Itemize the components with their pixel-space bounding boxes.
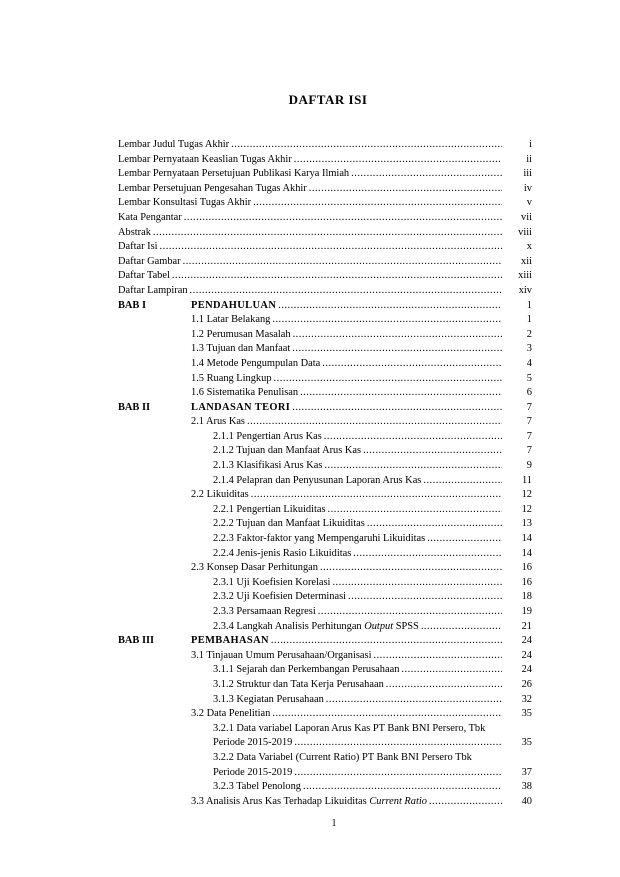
toc-entry [118,722,532,737]
toc-chapter-label: BAB II [118,401,151,413]
toc-page-number: 40 [521,795,532,807]
toc-entry [118,459,532,474]
dot-leader [318,605,502,620]
dot-leader [272,707,502,722]
dot-leader [253,196,502,211]
table-of-contents [118,138,532,809]
toc-page-number: 5 [526,372,532,384]
dot-leader [278,299,502,314]
dot-leader [251,488,502,503]
toc-entry-title: 1.4 Metode Pengumpulan Data [191,357,321,369]
toc-entry [118,561,532,576]
toc-entry [118,649,532,664]
toc-entry-title: 3.3 Analisis Arus Kas Terhadap Likuiditas Current Ratio [191,795,427,807]
toc-entry [118,663,532,678]
toc-entry [118,488,532,503]
toc-page-number: 7 [526,445,532,457]
dot-leader [322,357,502,372]
toc-entry-title: 3.2 Data Penelitian [191,708,271,720]
toc-entry-title: 1.5 Ruang Lingkup [191,372,272,384]
toc-entry-title: Lembar Pernyataan Persetujuan Publikasi Karya Ilmiah [118,168,350,180]
toc-entry-title: 3.2.2 Data Variabel (Current Ratio) PT Bank BNI Persero Tbk [213,751,472,763]
dot-leader [153,226,502,241]
page-number: 1 [331,818,337,829]
toc-entry-title: 2.2.1 Pengertian Likuiditas [213,503,326,515]
toc-entry-title: Lembar Persetujuan Pengesahan Tugas Akhir [118,182,307,194]
toc-entry [118,503,532,518]
toc-page-number: 7 [526,401,532,413]
toc-entry-title: 3.2.1 Data variabel Laporan Arus Kas PT Bank BNI Persero, Tbk [213,722,486,734]
toc-entry [118,386,532,401]
dot-leader [231,138,502,153]
toc-page-number: 12 [521,503,532,515]
toc-page-number: 26 [521,678,532,690]
toc-entry-title: 2.1.1 Pengertian Arus Kas [213,430,322,442]
toc-entry-title: 2.3.2 Uji Koefisien Determinasi [213,591,347,603]
toc-page-number: 16 [521,562,532,574]
toc-page-number: 4 [526,357,532,369]
dot-leader [274,372,502,387]
toc-chapter-label: BAB I [118,299,147,311]
toc-page-number: 16 [521,576,532,588]
toc-entry-title: 3.1.3 Kegiatan Perusahaan [213,693,324,705]
toc-page-number: 6 [526,387,532,399]
toc-entry-title: Daftar Tabel [118,270,170,282]
toc-page-number: 24 [521,635,532,647]
toc-entry [118,780,532,795]
toc-page-number: i [529,139,532,150]
toc-entry [118,605,532,620]
toc-entry [118,372,532,387]
dot-leader [320,561,502,576]
toc-entry-title: 1.2 Perumusan Masalah [191,328,291,340]
toc-entry [118,693,532,708]
toc-entry-title: Abstrak [118,226,151,238]
toc-entry-title: Lembar Judul Tugas Akhir [118,139,230,150]
toc-entry-title-line2: Periode 2015-2019 [213,737,293,749]
dot-leader [423,474,502,489]
toc-entry [118,576,532,591]
toc-entry [118,284,532,299]
toc-entry [118,444,532,459]
dot-leader [373,649,502,664]
toc-page-number: vii [521,211,532,223]
toc-entry [118,313,532,328]
dot-leader [324,459,502,474]
toc-page-number: 14 [521,533,532,545]
dot-leader [190,284,502,299]
toc-entry [118,474,532,489]
toc-page-number: 14 [521,547,532,559]
toc-entry-title: 2.2.2 Tujuan dan Manfaat Likuiditas [213,518,365,530]
toc-page-number: 2 [526,328,532,340]
dot-leader [293,328,502,343]
toc-entry [118,240,532,255]
toc-entry [118,590,532,605]
toc-entry-title: Lembar Pernyataan Keaslian Tugas Akhir [118,153,292,165]
dot-leader [324,430,502,445]
toc-entry-title: 2.3 Konsep Dasar Perhitungan [191,562,318,574]
toc-entry [118,138,532,153]
toc-entry-title: Daftar Gambar [118,255,181,267]
toc-entry [118,547,532,562]
toc-page-number: 35 [521,737,532,749]
toc-entry-title: 3.1.2 Struktur dan Tata Kerja Perusahaan [213,678,384,690]
toc-page-number: 9 [526,460,532,472]
toc-page-number: 12 [521,489,532,501]
toc-chapter-entry [118,634,532,649]
dot-leader [294,736,502,751]
toc-entry [118,517,532,532]
toc-page-number: iii [523,168,532,180]
toc-page-number: 21 [521,620,532,632]
toc-page-number: x [526,241,532,253]
dot-leader [429,795,502,810]
toc-page-number: 7 [526,430,532,442]
toc-entry-title-line2: Periode 2015-2019 [213,766,293,778]
dot-leader [247,415,502,430]
toc-entry-title: LANDASAN TEORI [191,401,291,413]
toc-entry [118,211,532,226]
toc-page-number: xii [521,255,532,267]
toc-entry [118,795,532,810]
dot-leader [183,255,502,270]
toc-page-number: 13 [521,518,532,530]
toc-entry [118,751,532,766]
toc-entry-title: Daftar Lampiran [118,284,188,296]
toc-entry-title: 2.1 Arus Kas [191,416,245,428]
toc-entry-title: 2.1.2 Tujuan dan Manfaat Arus Kas [213,445,362,457]
toc-entry [118,430,532,445]
dot-leader [353,547,502,562]
toc-entry [118,255,532,270]
dot-leader [272,313,502,328]
toc-page-number: 38 [521,781,532,793]
toc-page-number: 18 [521,591,532,603]
toc-entry-title: PENDAHULUAN [191,299,277,311]
toc-entry [118,620,532,635]
toc-entry [118,269,532,284]
toc-entry [118,196,532,211]
toc-page-number: 37 [521,766,532,778]
toc-entry [118,342,532,357]
toc-page-number: 24 [521,649,532,661]
toc-entry-title: 2.1.4 Pelapran dan Penyusunan Laporan Arus Kas [213,474,422,486]
dot-leader [294,153,502,168]
toc-entry [118,678,532,693]
dot-leader [367,517,502,532]
dot-leader [271,634,502,649]
toc-entry-title: Lembar Konsultasi Tugas Akhir [118,197,252,209]
dot-leader [348,590,502,605]
toc-entry-title: 2.3.4 Langkah Analisis Perhitungan Output SPSS [213,620,419,632]
dot-leader [292,401,502,416]
toc-page-number: 1 [526,314,532,326]
toc-entry-continued [118,736,532,751]
dot-leader [386,678,502,693]
toc-page-number: 19 [521,606,532,617]
toc-page-number: 32 [521,693,532,705]
dot-leader [309,182,502,197]
dot-leader [184,211,502,226]
dot-leader [160,240,502,255]
toc-chapter-entry [118,299,532,314]
dot-leader [363,444,502,459]
toc-entry [118,707,532,722]
toc-entry-title: 1.6 Sistematika Penulisan [191,387,299,399]
toc-entry-title: 1.3 Tujuan dan Manfaat [191,343,291,355]
toc-entry-title: 3.1 Tinjauan Umum Perusahaan/Organisasi [191,649,372,661]
toc-entry-title: Daftar Isi [118,241,158,253]
toc-entry-continued [118,766,532,781]
toc-page-number: 3 [526,343,532,355]
toc-entry-title: 2.2 Likuiditas [191,489,249,501]
dot-leader [351,167,502,182]
toc-entry [118,328,532,343]
toc-chapter-label: BAB III [118,635,155,647]
page-title: DAFTAR ISI [288,92,368,107]
toc-page-number: v [526,197,532,209]
toc-page-number: ii [526,153,532,165]
toc-entry-title: 2.3.1 Uji Koefisien Korelasi [213,576,331,588]
toc-entry-title: 1.1 Latar Belakang [191,314,271,326]
toc-entry [118,182,532,197]
toc-page-number: xiii [518,270,532,282]
dot-leader [292,342,502,357]
toc-entry-title: 2.1.3 Klasifikasi Arus Kas [213,460,323,472]
toc-page-number: 11 [521,474,532,486]
dot-leader [427,532,502,547]
toc-entry-title: 2.2.4 Jenis-jenis Rasio Likuiditas [213,547,352,559]
toc-entry [118,167,532,182]
toc-chapter-entry [118,401,532,416]
toc-entry [118,415,532,430]
toc-page-number: iv [523,182,532,194]
dot-leader [326,693,502,708]
toc-entry-title: 2.3.3 Persamaan Regresi [213,606,316,617]
dot-leader [328,503,502,518]
dot-leader [421,620,502,635]
toc-page-number: 35 [521,708,532,720]
toc-entry-title: PEMBAHASAN [191,635,269,647]
toc-entry [118,357,532,372]
toc-entry-title: 2.2.3 Faktor-faktor yang Mempengaruhi Likuiditas [213,533,426,545]
toc-entry-title: 3.2.3 Tabel Penolong [213,781,301,793]
toc-entry-title: 3.1.1 Sejarah dan Perkembangan Perusahaan [213,664,400,676]
dot-leader [303,780,502,795]
toc-entry [118,153,532,168]
toc-page-number: 1 [526,299,532,311]
toc-page-number: 24 [521,664,532,676]
toc-page-number: xiv [518,284,532,296]
dot-leader [401,663,502,678]
dot-leader [300,386,502,401]
dot-leader [294,766,502,781]
dot-leader [332,576,502,591]
toc-entry-title: Kata Pengantar [118,211,182,223]
dot-leader [172,269,502,284]
toc-entry [118,532,532,547]
toc-page-number: viii [518,226,532,238]
toc-page-number: 7 [526,416,532,428]
toc-entry [118,226,532,241]
